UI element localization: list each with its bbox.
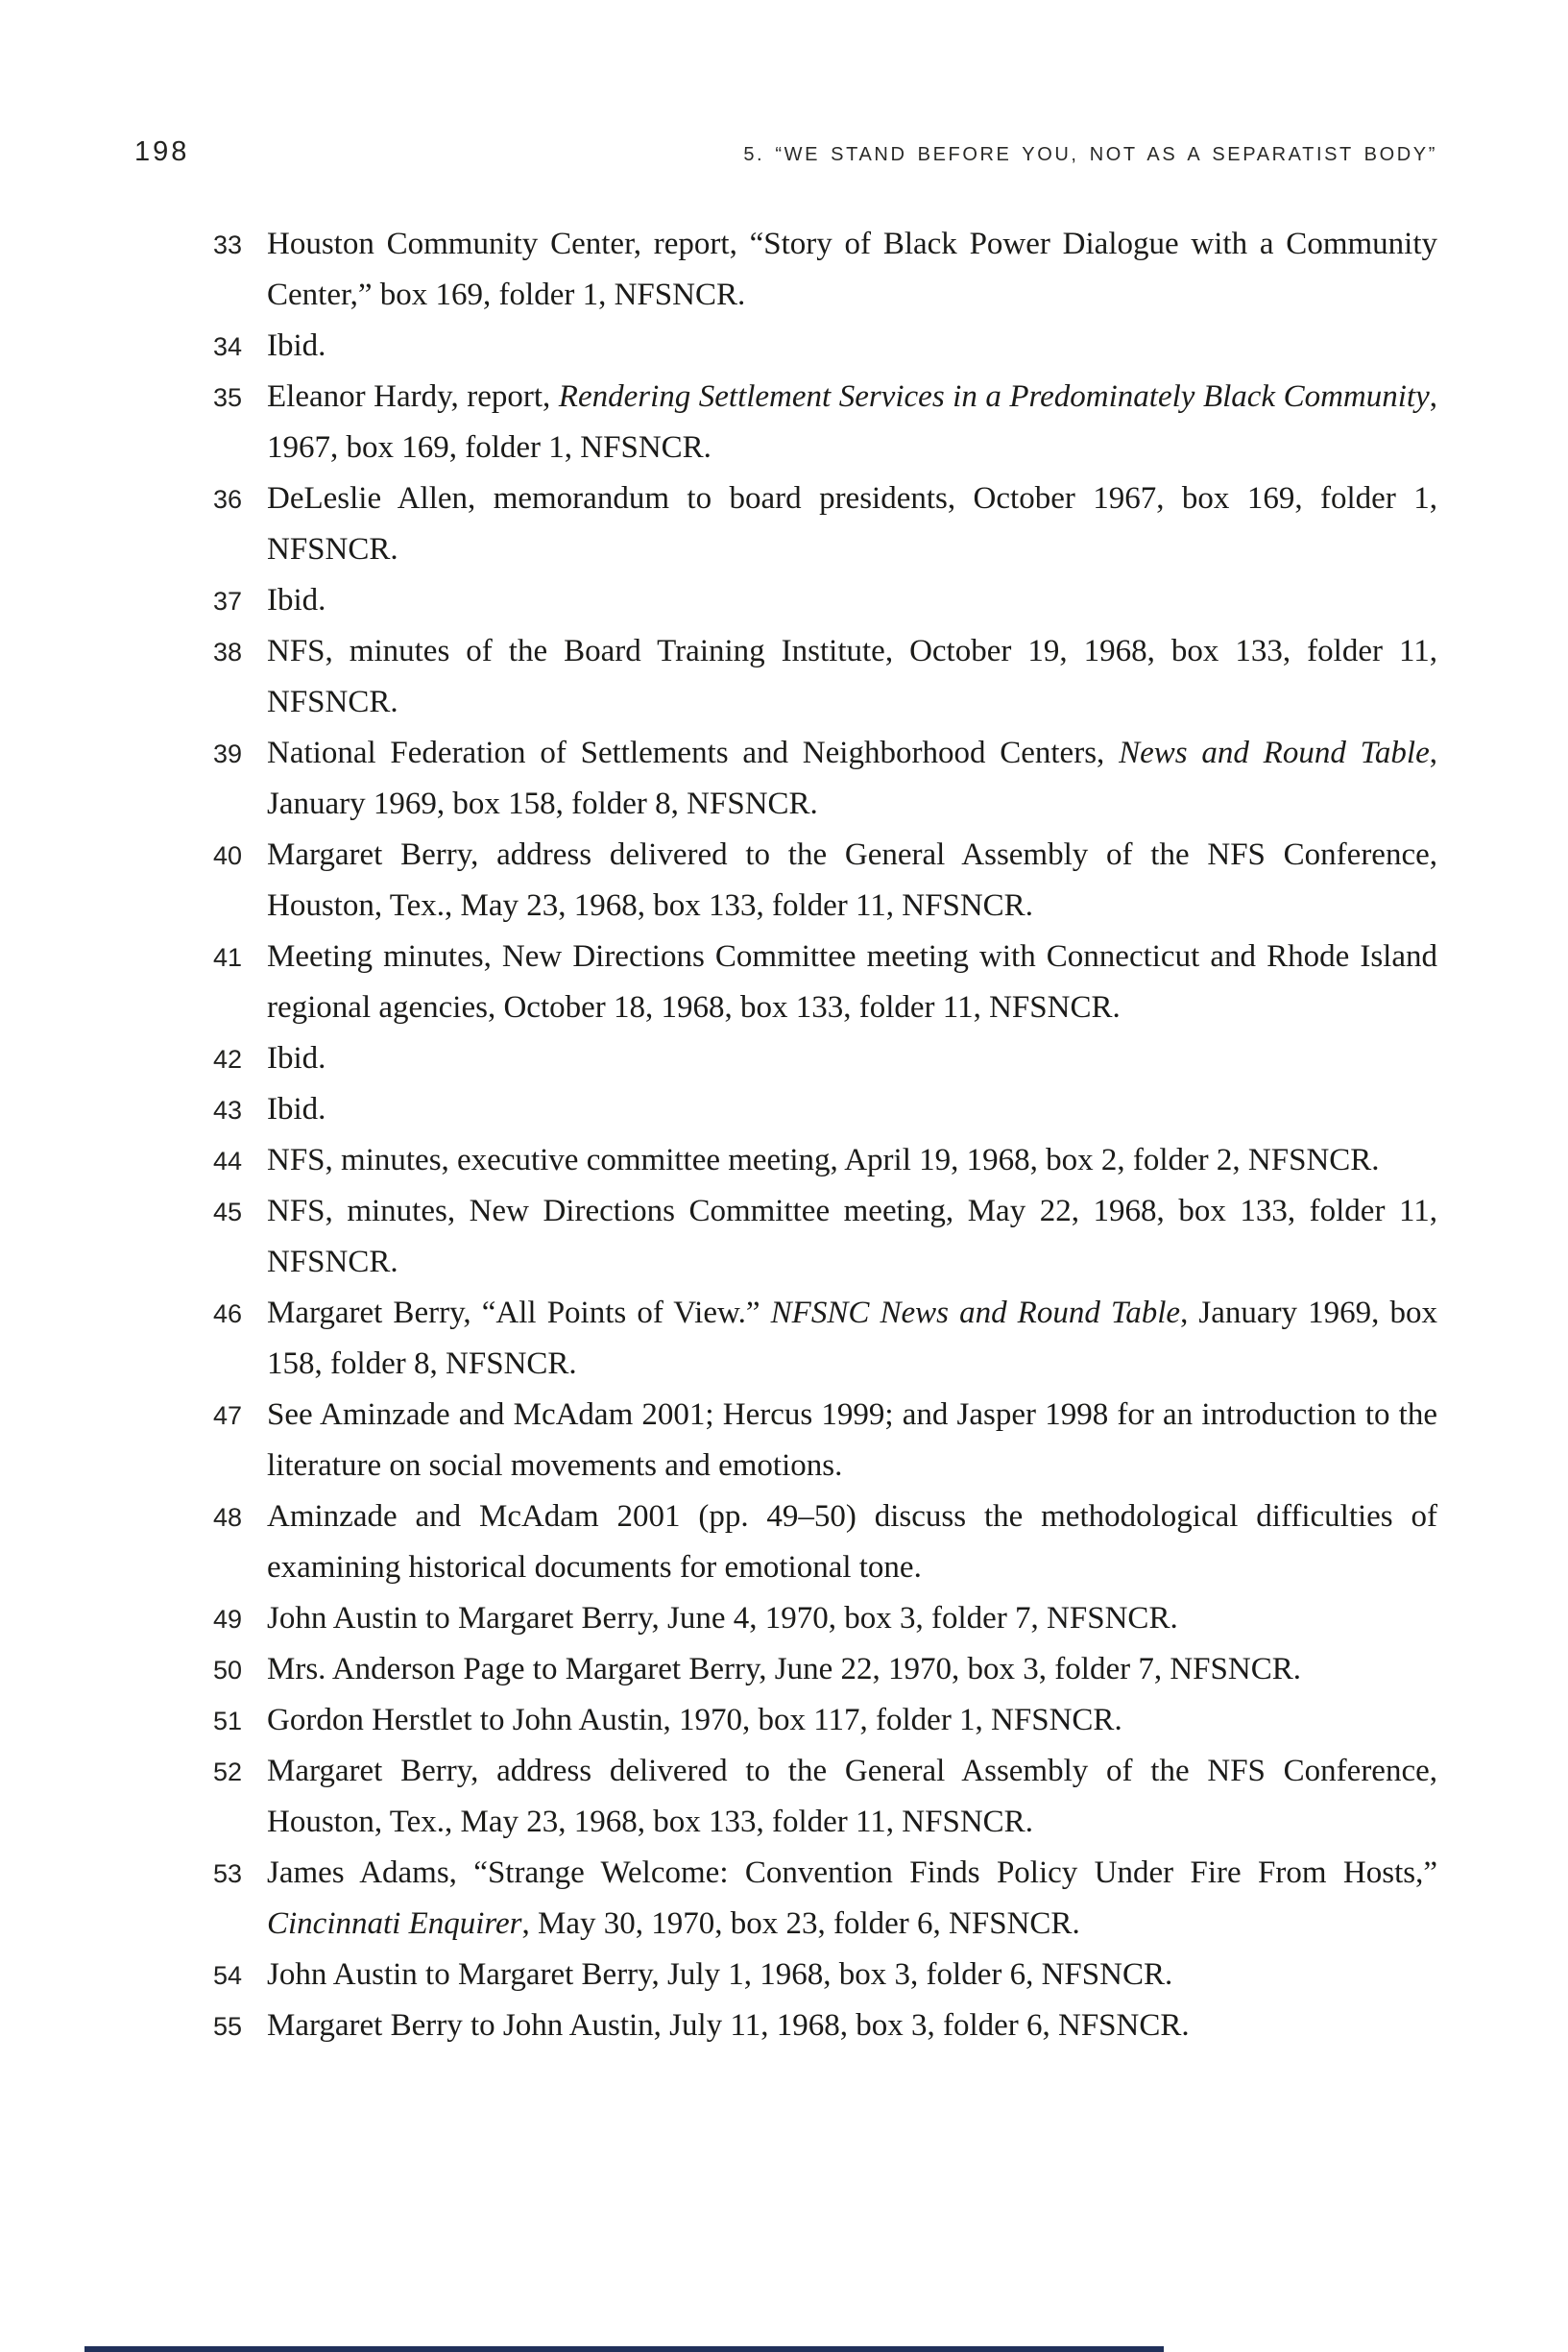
note-item (213, 1491, 1437, 1593)
note-text-segment: Eleanor Hardy, report, (267, 379, 559, 414)
note-number: 51 (213, 1707, 243, 1735)
note-number: 38 (213, 638, 243, 667)
note-item (213, 473, 1437, 575)
note-item (213, 2000, 1437, 2051)
note-item (213, 219, 1437, 321)
note-text-segment: John Austin to Margaret Berry, June 4, 1970, box 3, folder 7, NFSNCR. (267, 1601, 1178, 1636)
note-item (213, 830, 1437, 932)
note-text-segment: Ibid. (267, 1092, 326, 1127)
note-item (213, 1033, 1437, 1084)
note-item (213, 1746, 1437, 1848)
note-text (267, 736, 1437, 821)
note-number: 44 (213, 1147, 243, 1176)
note-text-segment: NFS, minutes, New Directions Committee meeting, May 22, 1968, box 133, folder 11, NFSNCR. (267, 1194, 1437, 1279)
note-text (267, 1143, 1380, 1177)
page-number: 198 (134, 136, 190, 167)
note-text (267, 379, 1437, 465)
note-number: 52 (213, 1758, 243, 1786)
note-item (213, 626, 1437, 728)
note-text (267, 1194, 1437, 1279)
note-number: 41 (213, 943, 243, 972)
note-number: 40 (213, 841, 243, 870)
note-number: 53 (213, 1859, 243, 1888)
note-title-italic: NFSNC News and Round Table (770, 1296, 1181, 1330)
note-text (267, 939, 1437, 1025)
note-item (213, 1644, 1437, 1695)
note-text (267, 1754, 1437, 1839)
note-number: 37 (213, 587, 243, 616)
note-item (213, 1848, 1437, 1950)
note-text (267, 1397, 1437, 1483)
note-text-segment: Margaret Berry, address delivered to the General Assembly of the NFS Conference, Houston, Tex., May 23, 1968, box 133, folder 11, NFSNCR. (267, 837, 1437, 923)
note-text (267, 1041, 326, 1076)
note-text-segment: , January 1969, box 158, folder 8, NFSNCR. (267, 1296, 1437, 1381)
note-item (213, 575, 1437, 626)
note-text-segment: Aminzade and McAdam 2001 (pp. 49–50) discuss the methodological difficulties of examining historical documents for emotional tone. (267, 1499, 1437, 1585)
note-number: 36 (213, 485, 243, 514)
note-number: 43 (213, 1096, 243, 1125)
note-number: 55 (213, 2012, 243, 2041)
note-item (213, 1390, 1437, 1491)
note-number: 42 (213, 1045, 243, 1074)
note-text (267, 1703, 1122, 1737)
endnotes-list (213, 219, 1437, 2051)
note-item (213, 1186, 1437, 1288)
note-text-segment: , January 1969, box 158, folder 8, NFSNCR. (267, 736, 1437, 821)
note-text-segment: Mrs. Anderson Page to Margaret Berry, June 22, 1970, box 3, folder 7, NFSNCR. (267, 1652, 1301, 1686)
note-text-segment: , May 30, 1970, box 23, folder 6, NFSNCR. (521, 1906, 1080, 1941)
note-text (267, 328, 326, 363)
note-number: 45 (213, 1198, 243, 1226)
note-number: 34 (213, 332, 243, 361)
note-text-segment: Ibid. (267, 1041, 326, 1076)
note-text (267, 1957, 1172, 1992)
note-number: 35 (213, 383, 243, 412)
note-text-segment: , 1967, box 169, folder 1, NFSNCR. (267, 379, 1437, 465)
note-text-segment: NFS, minutes of the Board Training Institute, October 19, 1968, box 133, folder 11, NFSNCR. (267, 634, 1437, 719)
note-text-segment: Margaret Berry to John Austin, July 11, 1968, box 3, folder 6, NFSNCR. (267, 2008, 1190, 2043)
note-text-segment: National Federation of Settlements and Neighborhood Centers, (267, 736, 1120, 770)
note-text-segment: See Aminzade and McAdam 2001; Hercus 1999; and Jasper 1998 for an introduction to the literature on social movements and emotions. (267, 1397, 1437, 1483)
note-text (267, 1855, 1437, 1941)
note-number: 46 (213, 1299, 243, 1328)
note-text (267, 1092, 326, 1127)
note-text (267, 481, 1437, 567)
note-text (267, 1296, 1437, 1381)
note-text-segment: Margaret Berry, address delivered to the General Assembly of the NFS Conference, Houston, Tex., May 23, 1968, box 133, folder 11, NFSNCR. (267, 1754, 1437, 1839)
note-item (213, 932, 1437, 1033)
note-text-segment: Gordon Herstlet to John Austin, 1970, box 117, folder 1, NFSNCR. (267, 1703, 1122, 1737)
note-title-italic: Rendering Settlement Services in a Predominately Black Community (558, 379, 1430, 414)
note-item (213, 1135, 1437, 1186)
note-number: 50 (213, 1656, 243, 1685)
note-text (267, 583, 326, 618)
note-item (213, 1084, 1437, 1135)
note-text-segment: Margaret Berry, “All Points of View.” (267, 1296, 771, 1330)
note-number: 48 (213, 1503, 243, 1532)
note-text-segment: Ibid. (267, 583, 326, 618)
note-number: 47 (213, 1401, 243, 1430)
note-text (267, 1652, 1301, 1686)
note-item (213, 728, 1437, 830)
page-edge-bar (84, 2346, 1164, 2352)
note-item (213, 1593, 1437, 1644)
note-text (267, 837, 1437, 923)
note-text-segment: Meeting minutes, New Directions Committee meeting with Connecticut and Rhode Island regional agencies, October 18, 1968, box 133, folder 11, NFSNCR. (267, 939, 1437, 1025)
note-title-italic: News and Round Table (1119, 736, 1430, 770)
note-item (213, 1288, 1437, 1390)
note-number: 49 (213, 1605, 243, 1634)
note-text-segment: Ibid. (267, 328, 326, 363)
note-text (267, 2008, 1190, 2043)
running-head: 5. “WE STAND BEFORE YOU, NOT AS A SEPARATIST BODY” (743, 144, 1437, 165)
note-number: 39 (213, 740, 243, 768)
page-header (134, 136, 1437, 168)
note-number: 54 (213, 1961, 243, 1990)
note-number: 33 (213, 230, 243, 259)
note-item (213, 321, 1437, 372)
note-text-segment: James Adams, “Strange Welcome: Convention Finds Policy Under Fire From Hosts,” (267, 1855, 1437, 1890)
note-text (267, 634, 1437, 719)
note-text-segment: John Austin to Margaret Berry, July 1, 1968, box 3, folder 6, NFSNCR. (267, 1957, 1173, 1992)
note-item (213, 1695, 1437, 1746)
note-text-segment: DeLeslie Allen, memorandum to board presidents, October 1967, box 169, folder 1, NFSNCR. (267, 481, 1437, 567)
note-text (267, 227, 1437, 312)
note-text (267, 1601, 1178, 1636)
note-item (213, 372, 1437, 473)
note-text (267, 1499, 1437, 1585)
note-title-italic: Cincinnati Enquirer (267, 1906, 522, 1941)
note-text-segment: NFS, minutes, executive committee meeting, April 19, 1968, box 2, folder 2, NFSNCR. (267, 1143, 1380, 1177)
note-text-segment: Houston Community Center, report, “Story of Black Power Dialogue with a Community Center,” box 169, folder 1, NFSNCR. (267, 227, 1437, 312)
note-item (213, 1950, 1437, 2000)
